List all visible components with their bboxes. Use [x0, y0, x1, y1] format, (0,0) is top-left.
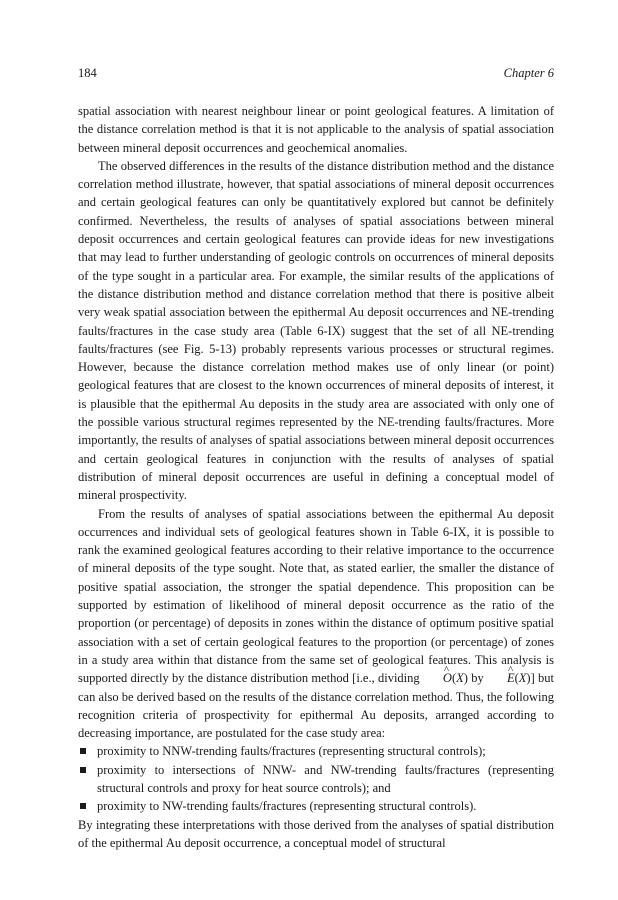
chapter-title: Chapter 6	[503, 66, 554, 80]
square-bullet-icon	[80, 803, 86, 809]
criterion-text: proximity to NW-trending faults/fractures (representing structural controls).	[97, 799, 477, 814]
paragraph-3	[78, 505, 554, 743]
square-bullet-icon	[80, 767, 86, 773]
page-header	[78, 66, 554, 82]
paragraph-2: The observed differences in the results of the distance distribution method and the distance correlation method illustrate, however, that spatial associations of mineral deposit occurrences and certain geological features can only be quantitatively explored but cannot be definitely confirmed. Nevertheless, the results of analyses of spatial associations between mineral deposit occurrences and certain geological features can provide ideas for new investigations that may lead to further understanding of geologic controls on occurrences of mineral deposits of the type sought in a particular area. For example, the similar results of the applications of the distance distribution method and distance correlation method that there is positive albeit very weak spatial association between the epithermal Au deposit occurrences and NE-trending faults/fractures in the case study area (Table 6-IX) suggest that the set of all NE-trending faults/fractures (see Fig. 5-13) probably represents various processes or structural regimes. However, because the distance correlation method makes use of only linear (or point) geological features that are closest to the known occurrences of mineral deposits of interest, it is plausible that the epithermal Au deposits in the study area are associated with only one of the possible various structural regimes represented by the NE-trending faults/fractures. More importantly, the results of analyses of spatial associations between mineral deposit occurrences and certain geological features in conjunction with the results of analyses of spatial distribution of mineral deposit occurrences are useful in defining a conceptual model of mineral prospectivity.	[78, 158, 554, 503]
list-item	[78, 761, 554, 798]
by-text: ) by	[463, 671, 487, 686]
page-number: 184	[78, 66, 97, 80]
paragraph-3-text-b: )] but can also be derived based on the results of the distance correlation method. Thus, the following recognition criteria of prospectivity for epithermal Au deposits, arranged according to decreasing importance, are postulated for the case study area:	[78, 671, 554, 741]
paragraph-1: spatial association with nearest neighbour linear or point geological features. A limitation of the distance correlation method is that it is not applicable to the analysis of spatial association between mineral deposit occurrences and geochemical anomalies.	[78, 104, 554, 155]
criterion-text: proximity to NNW-trending faults/fractures (representing structural controls);	[97, 744, 486, 759]
document-page	[78, 66, 554, 852]
paren-open-1: (	[451, 671, 457, 686]
o-hat-symbol: ^ O	[423, 669, 452, 687]
x-variable-2: X	[518, 671, 527, 686]
list-item	[78, 797, 554, 815]
paren-open-2: (	[514, 671, 519, 686]
e-hat-symbol: ^ E	[487, 669, 515, 687]
list-item	[78, 742, 554, 760]
paragraph-4: By integrating these interpretations with those derived from the analyses of spatial distribution of the epithermal Au deposit occurrence, a conceptual model of structural	[78, 817, 554, 850]
body-text	[78, 102, 554, 852]
criterion-text: proximity to intersections of NNW- and NW-trending faults/fractures (representing structural controls and proxy for heat source controls); and	[97, 762, 554, 795]
paragraph-3-text-a: From the results of analyses of spatial associations between the epithermal Au deposit occurrences and individual sets of geological features shown in Table 6-IX, it is possible to rank the examined geological features according to their relative importance to the occurrence of mineral deposits of the type sought. Note that, as stated earlier, the smaller the distance of positive spatial association, the stronger the spatial dependence. This proposition can be supported by estimation of likelihood of mineral deposit occurrence as the ratio of the proportion (or percentage) of deposits in zones within the distance of optimum positive spatial association with a set of certain geological features to the proportion (or percentage) of zones in a study area within that distance from the same set of geological features. This analysis is supported directly by the distance distribution method [i.e., dividing	[78, 506, 554, 686]
criteria-list	[78, 742, 554, 815]
x-variable-1: X	[456, 671, 464, 686]
square-bullet-icon	[80, 748, 86, 754]
